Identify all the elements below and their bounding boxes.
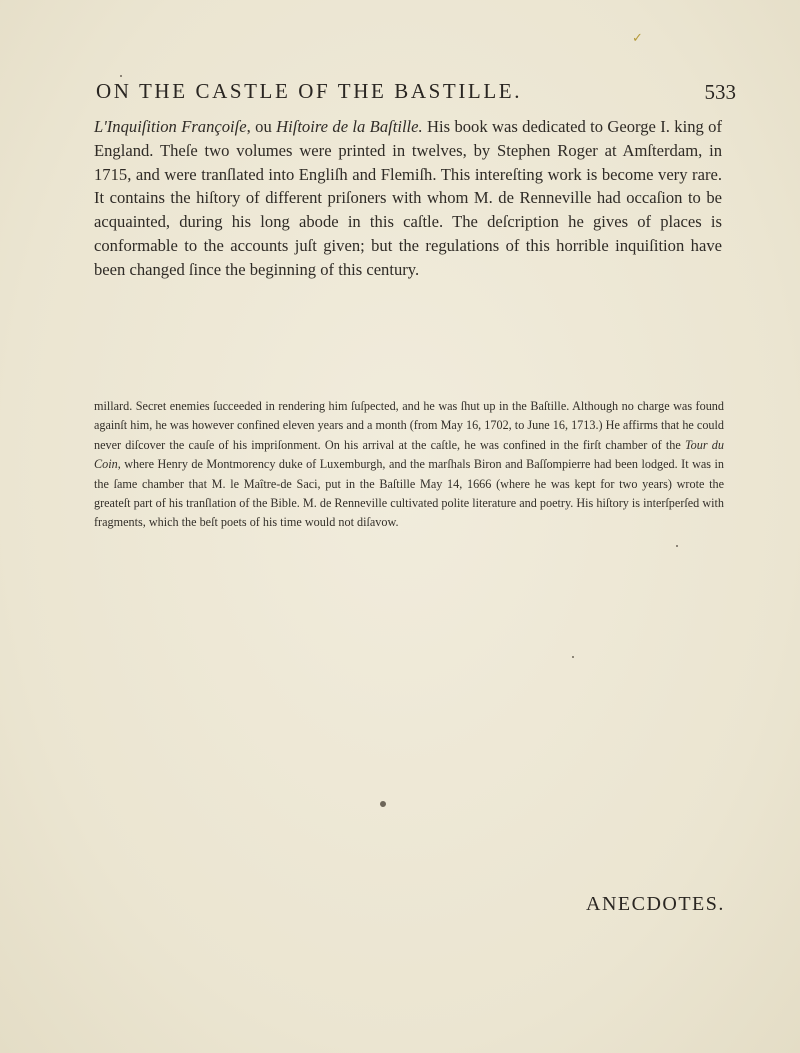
footnote-text-before: millard. Secret enemies ſucceeded in rendering him ſuſpected, and he was ſhut up in the Baſtille. Although no charge was found againſt him, he was however confined eleven years and a month (from May 16, 1702, to June 16, 1713.) He affirms that he could never diſcover the cauſe of his impriſonment. On his arrival at the caſtle, he was confined in the firſt chamber of the [94, 399, 724, 452]
italic-title-2: Hiſtoire de la Baſtille. [276, 117, 423, 136]
catchword: ANECDOTES. [586, 893, 725, 915]
stain-mark: ✓ [632, 30, 643, 45]
running-title: ON THE CASTLE OF THE BASTILLE. [96, 79, 523, 103]
footnote-text-after: , where Henry de Montmorency duke of Luxemburgh, and the marſhals Biron and Baſſompierre had been lodged. It was in the ſame chamber that M. le Maître-de Saci, put in the Baſtille May 14, 1666 (where he was kept for two years) wrote the greateſt part of his tranſlation of the Bible. M. de Renneville cultivated polite literature and poetry. His hiſtory is interſperſed with fragments, which the beſt poets of his time would not diſavow. [94, 457, 724, 530]
footnote-italic: Tour du Coin [94, 437, 724, 472]
running-head [96, 79, 736, 109]
page-number: 533 [704, 80, 736, 104]
italic-title-1: L'Inquiſition Françoiſe [94, 117, 247, 136]
ink-speck [120, 75, 122, 77]
ink-speck [676, 545, 678, 547]
title-connector: , ou [246, 117, 277, 136]
ink-speck [572, 656, 574, 658]
ink-speck [380, 801, 386, 807]
body-paragraph [94, 115, 722, 282]
body-text: His book was dedicated to George I. king of England. Theſe two volumes were printed in twelves, by Stephen Roger at Amſterdam, in 1715, and were tranſlated into Engliſh and Flemiſh. This intereſting work is become very rare. It contains the hiſtory of different priſoners with whom M. de Renneville had occaſion to be acquainted, during his long abode in this caſtle. The deſcription he gives of places is conformable to the accounts juſt given; but the regulations of this horrible inquiſition have been changed ſince the beginning of this century. [94, 117, 722, 279]
footnote [94, 397, 724, 533]
